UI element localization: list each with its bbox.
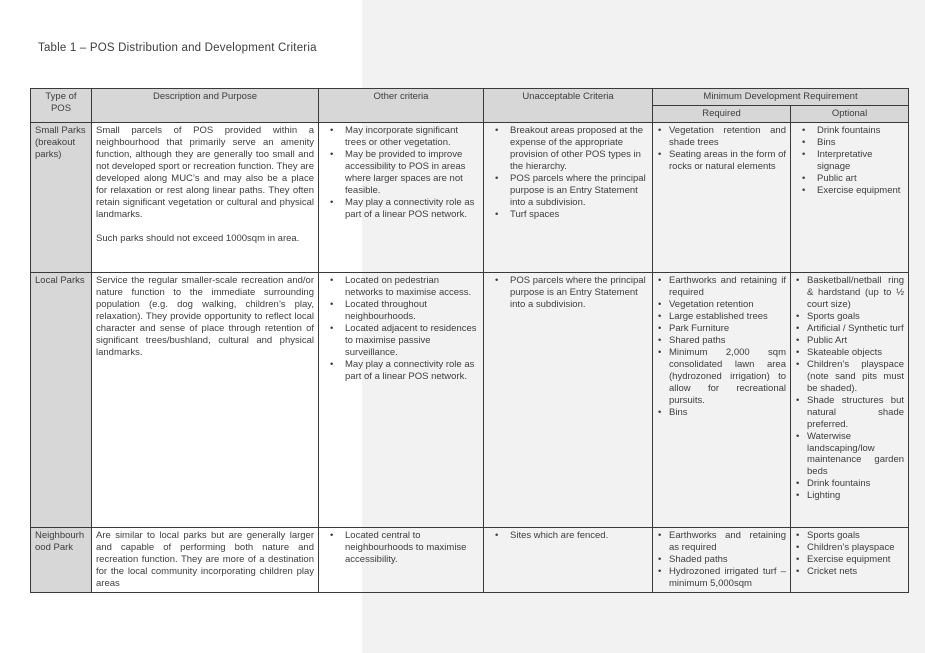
header-minimum-development-requirement: Minimum Development Requirement <box>653 89 909 106</box>
list-item: • May be provided to improve accessibility to POS in areas where larger spaces are not feasible. <box>323 149 479 197</box>
list-item: • Basketball/netball ring & hardstand (up to ½ court size) <box>795 275 904 311</box>
list-item: • Bins <box>795 137 904 149</box>
list-item: • Cricket nets <box>795 566 904 578</box>
row-neighbourhood-park <box>31 527 909 592</box>
bullet-list <box>323 530 479 566</box>
bullet-list <box>795 125 904 197</box>
list-item: • Located on pedestrian networks to maximise access. <box>323 275 479 299</box>
list-item: • Drink fountains <box>795 125 904 137</box>
cell-type: Local Parks <box>31 272 92 527</box>
cell-unacceptable-criteria <box>484 122 653 272</box>
cell-optional <box>791 527 909 592</box>
bullet-list <box>488 530 648 542</box>
list-item: • Minimum 2,000 sqm consolidated lawn area (hydrozoned irrigation) to allow for recreational pursuits. <box>657 347 786 407</box>
cell-unacceptable-criteria <box>484 272 653 527</box>
bullet-list <box>795 530 904 578</box>
list-item: • Public art <box>795 173 904 185</box>
cell-type: Small Parks (breakout parks) <box>31 122 92 272</box>
list-item: • Exercise equipment <box>795 554 904 566</box>
list-item: • Breakout areas proposed at the expense of the appropriate provision of other POS types in the hierarchy. <box>488 125 648 173</box>
bullet-list <box>657 530 786 590</box>
bullet-list <box>488 125 648 221</box>
cell-required <box>653 272 791 527</box>
cell-other-criteria <box>319 527 484 592</box>
bullet-list <box>323 125 479 221</box>
list-item: • Located central to neighbourhoods to maximise accessibility. <box>323 530 479 566</box>
list-item: • Vegetation retention and shade trees <box>657 125 786 149</box>
list-item: • Park Furniture <box>657 323 786 335</box>
bullet-list <box>488 275 648 311</box>
list-item: • Shaded paths <box>657 554 786 566</box>
list-item: • Children’s playspace <box>795 542 904 554</box>
header-description-purpose: Description and Purpose <box>92 89 319 123</box>
cell-other-criteria <box>319 272 484 527</box>
description-paragraph: Service the regular smaller-scale recreation and/or nature function to the immediate surrounding population (e.g. dog walking, children’s play, relaxation). They provide opportunity to reflect local character and sense of place through retention of significant trees/bushland, cultural and physical landmarks. <box>96 274 314 358</box>
list-item: • May play a connectivity role as part of a linear POS network. <box>323 359 479 383</box>
list-item: • Children’s playspace (note sand pits must be shaded). <box>795 359 904 395</box>
bullet-list <box>657 275 786 419</box>
cell-description <box>92 527 319 592</box>
cell-other-criteria <box>319 122 484 272</box>
table-title: Table 1 – POS Distribution and Development Criteria <box>38 42 317 54</box>
list-item: • Hydrozoned irrigated turf – minimum 5,000sqm <box>657 566 786 590</box>
pos-criteria-table <box>30 88 909 593</box>
header-other-criteria: Other criteria <box>319 89 484 123</box>
list-item: • Artificial / Synthetic turf <box>795 323 904 335</box>
list-item: • Vegetation retention <box>657 299 786 311</box>
list-item: • Shade structures but natural shade preferred. <box>795 395 904 431</box>
cell-unacceptable-criteria <box>484 527 653 592</box>
cell-type: Neighbourhood Park <box>31 527 92 592</box>
list-item: • POS parcels where the principal purpose is an Entry Statement into a subdivision. <box>488 173 648 209</box>
header-type-of-pos: Type of POS <box>31 89 92 123</box>
bullet-list <box>323 275 479 383</box>
list-item: • Earthworks and retaining if required <box>657 275 786 299</box>
list-item: • Located throughout neighbourhoods. <box>323 299 479 323</box>
header-optional: Optional <box>791 105 909 122</box>
row-small-parks <box>31 122 909 272</box>
header-required: Required <box>653 105 791 122</box>
list-item: • Sites which are fenced. <box>488 530 648 542</box>
list-item: • Located adjacent to residences to maximise passive surveillance. <box>323 323 479 359</box>
description-paragraph: Such parks should not exceed 1000sqm in area. <box>96 232 300 244</box>
cell-optional <box>791 272 909 527</box>
list-item: • Turf spaces <box>488 209 648 221</box>
list-item: • Seating areas in the form of rocks or natural elements <box>657 149 786 173</box>
row-local-parks <box>31 272 909 527</box>
list-item: • Interpretative signage <box>795 149 904 173</box>
cell-description <box>92 272 319 527</box>
list-item: • Waterwise landscaping/low maintenance garden beds <box>795 431 904 479</box>
cell-optional <box>791 122 909 272</box>
bullet-list <box>795 275 904 502</box>
header-row-1 <box>31 89 909 106</box>
list-item: • May play a connectivity role as part of a linear POS network. <box>323 197 479 221</box>
header-unacceptable-criteria: Unacceptable Criteria <box>484 89 653 123</box>
list-item: • Sports goals <box>795 530 904 542</box>
bullet-list <box>657 125 786 173</box>
list-item: • Exercise equipment <box>795 185 904 197</box>
list-item: • Earthworks and retaining as required <box>657 530 786 554</box>
cell-required <box>653 527 791 592</box>
list-item: • May incorporate significant trees or other vegetation. <box>323 125 479 149</box>
description-paragraph: Are similar to local parks but are generally larger and capable of performing both nature and recreation function. They are more of a destination for the local community incorporating children play areas <box>96 529 314 589</box>
cell-description <box>92 122 319 272</box>
list-item: • Lighting <box>795 490 904 502</box>
list-item: • Large established trees <box>657 311 786 323</box>
list-item: • POS parcels where the principal purpose is an Entry Statement into a subdivision. <box>488 275 648 311</box>
list-item: • Bins <box>657 407 786 419</box>
list-item: • Sports goals <box>795 311 904 323</box>
list-item: • Drink fountains <box>795 478 904 490</box>
list-item: • Shared paths <box>657 335 786 347</box>
cell-required <box>653 122 791 272</box>
list-item: • Public Art <box>795 335 904 347</box>
list-item: • Skateable objects <box>795 347 904 359</box>
description-paragraph: Small parcels of POS provided within a neighbourhood that primarily serve an amenity function, although they are generally too small and not developed sport or recreation function. They are developed along MUC’s and may also be a place for relaxation or rest along linear paths. They often retain significant vegetation or cultural and physical landmarks. <box>96 124 314 220</box>
